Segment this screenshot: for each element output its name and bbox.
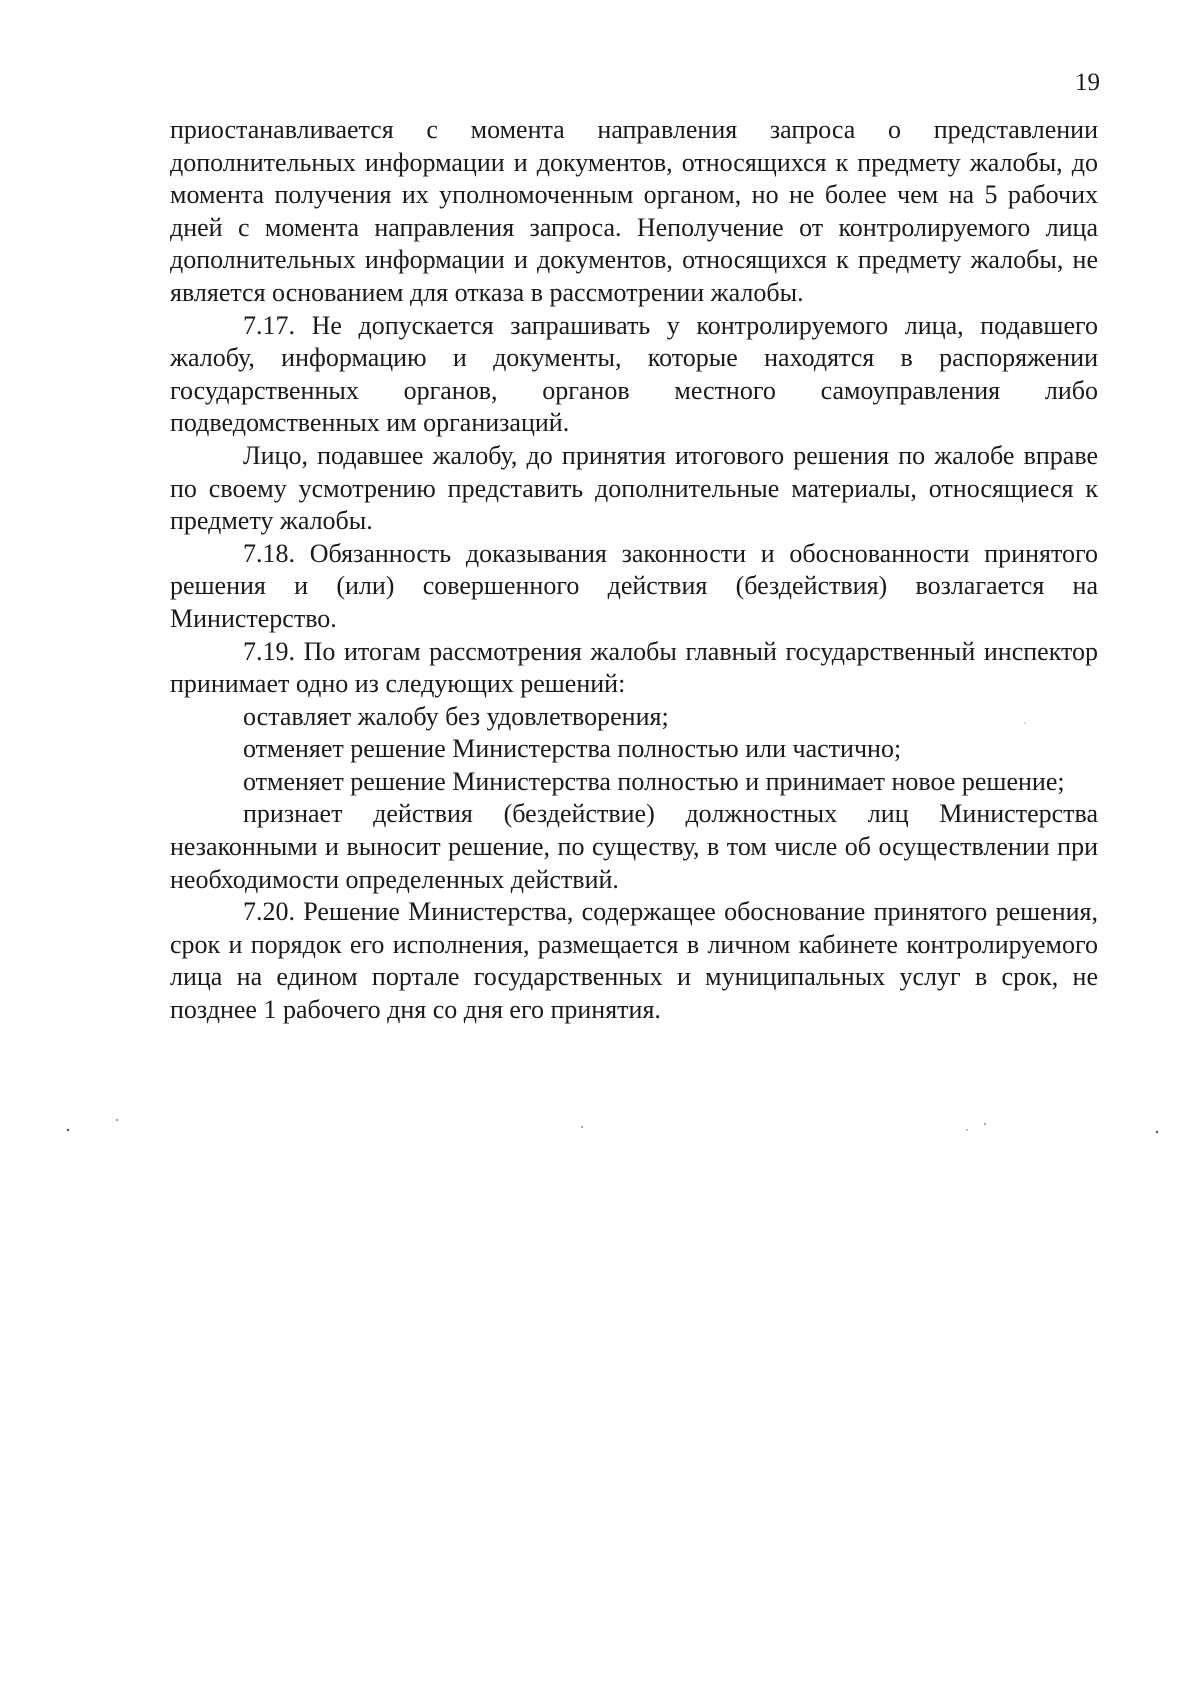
paragraph-7-19: 7.19. По итогам рассмотрения жалобы главный государственный инспектор принимает одно из следующих решений: (170, 636, 1098, 699)
decision-option-4: признает действия (бездействие) должностных лиц Министерства незаконными и выносит решение, по существу, в том числе об осуществлении при необходимости определенных действий. (170, 799, 1098, 894)
document-body (170, 114, 1098, 1027)
decision-option-1: оставляет жалобу без удовлетворения; (243, 701, 669, 731)
paragraph-7-18: 7.18. Обязанность доказывания законности и обоснованности принятого решения и (или) совершенного действия (бездействия) возлагается на Министерство. (170, 538, 1098, 633)
paragraph-additional-materials: Лицо, подавшее жалобу, до принятия итогового решения по жалобе вправе по своему усмотрению представить дополнительные материалы, относящиеся к предмету жалобы. (170, 440, 1098, 536)
decision-option-2: отменяет решение Министерства полностью или частично; (243, 734, 902, 764)
decision-option-3: отменяет решение Министерства полностью и принимает новое решение; (243, 766, 1065, 796)
paragraph-7-17: 7.17. Не допускается запрашивать у контролируемого лица, подавшего жалобу, информацию и документы, которые находятся в распоряжении государственных органов, органов местного самоуправления либо подведомственных им организаций. (170, 310, 1098, 438)
paragraph-7-20: 7.20. Решение Министерства, содержащее обоснование принятого решения, срок и порядок его исполнения, размещается в личном кабинете контролируемого лица на едином портале государственных и муниципальных услуг в срок, не позднее 1 рабочего дня со дня его принятия. (170, 897, 1098, 1025)
page-number: 19 (1075, 69, 1100, 96)
paragraph-continuation: приостанавливается с момента направления запроса о представлении дополнительных информации и документов, относящихся к предмету жалобы, до момента получения их уполномоченным органом, но не более чем на 5 рабочих дней с момента направления запроса. Неполучение от контролируемого лица дополнительных информации и документов, относящихся к предмету жалобы, не является основанием для отказа в рассмотрении жалобы. (170, 115, 1098, 307)
